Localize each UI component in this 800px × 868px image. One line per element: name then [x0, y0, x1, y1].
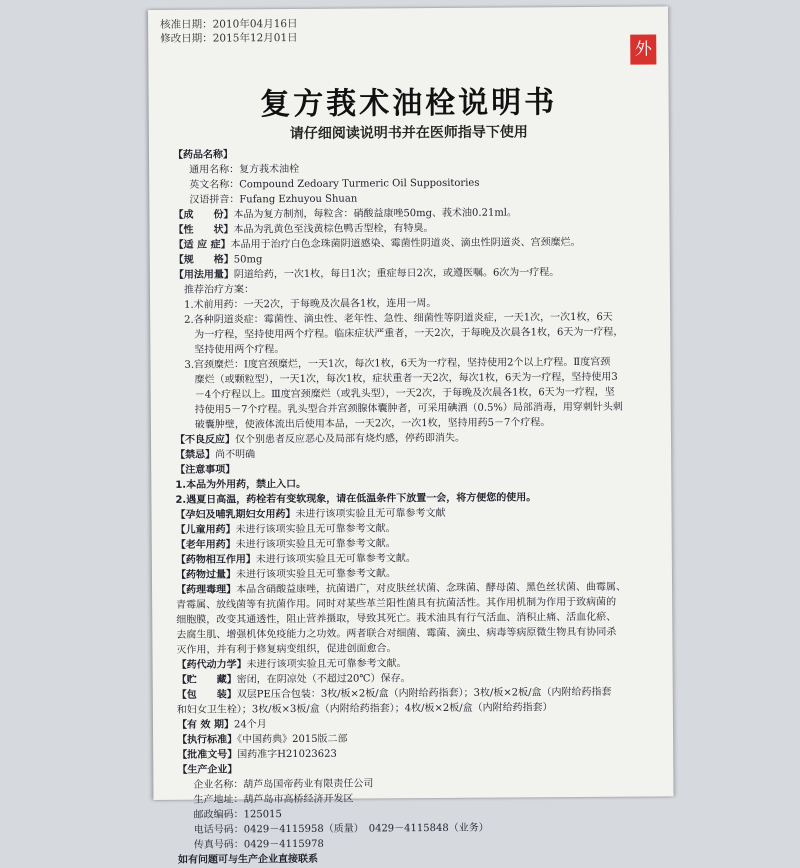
english-name: 英文名称：Compound Zedoary Turmeric Oil Suppositories: [189, 177, 480, 191]
validity-text: 24个月: [233, 719, 267, 731]
package-label: 【包 装】: [176, 689, 237, 701]
properties-label: 【性 状】: [173, 224, 234, 236]
manufacturer-heading: 【生产企业】: [177, 764, 238, 776]
indications-text: 本品用于治疗白色念珠菌阴道感染、霉菌性阴道炎、滴虫性阴道炎、宫颈糜烂。: [230, 236, 581, 251]
elderly-text: 未进行该项实验且无可靠参考文献。: [235, 538, 396, 551]
pharmacology-line: 本品含硝酸益康唑，抗菌谱广，对皮肤丝状菌、念珠菌、酵母菌、黑色丝状菌、曲霉属、: [236, 581, 627, 596]
usage-item: 糜烂（或颗粒型），一天1次，每次1枚，症状重者一天2次，每次1枚，6天为一疗程，坚持使用3: [184, 371, 618, 386]
external-use-stamp: 外: [630, 34, 656, 64]
usage-item: 坚持使用两个疗程。: [184, 344, 285, 356]
recommend-heading: 推荐治疗方案：: [183, 284, 254, 296]
usage-item: 破囊肿壁，使液体流出后使用本品，一天2次，一次1枚，坚持用药5－7个疗程。: [184, 417, 551, 431]
dates-block: [160, 17, 298, 46]
usage-label: 【用法用量】: [173, 269, 234, 281]
contra-text: 尚不明确: [215, 449, 256, 461]
composition-label: 【成 份】: [173, 209, 234, 221]
overdose-label: 【药物过量】: [175, 569, 236, 581]
drug-name-heading: 【药品名称】: [172, 149, 234, 161]
manufacturer-address: 生产地址：葫芦岛市高桥经济开发区: [193, 793, 354, 806]
pharmacokinetics-label: 【药代动力学】: [176, 659, 247, 671]
manufacturer-name: 企业名称：葫芦岛国帝药业有限责任公司: [193, 778, 374, 791]
usage-text: 阴道给药，一次1枚，每日1次；重症每日2次，或遵医嘱。6次为一疗程。: [233, 267, 560, 281]
pharmacology-label: 【药理毒理】: [176, 584, 237, 596]
precautions-heading: 【注意事项】: [175, 464, 236, 476]
package-line: 和妇女卫生栓）；3枚/板×3板/盒（内附给药指套）；4枚/板×2板/盒（内附给药指套）: [176, 702, 553, 716]
pinyin-name: 汉语拼音：Fufang Ezhuyou Shuan: [189, 193, 358, 206]
pharmacokinetics-text: 未进行该项实验且无可靠参考文献。: [246, 658, 407, 671]
standard-label: 【执行标准】: [177, 734, 238, 746]
interaction-label: 【药物相互作用】: [175, 554, 256, 566]
usage-item: 1.术前用药：一天2次，于每晚及次晨各1枚，连用一周。: [184, 297, 437, 311]
usage-item: 为一疗程，坚持使用两个疗程。临床症状严重者，一天2次，于每晚及次晨各1枚，6天为一疗程，: [184, 326, 624, 341]
contra-label: 【禁忌】: [175, 449, 216, 461]
adverse-text: 仅个别患者反应恶心及局部有烧灼感，停药即消失。: [234, 432, 466, 446]
document-title: 复方莪术油栓说明书: [260, 85, 558, 123]
standard-text: 《中国药典》2015版二部: [237, 733, 348, 746]
document-subtitle: 请仔细阅读说明书并在医师指导下使用: [289, 124, 528, 143]
pharmacology-line: 青霉属、放线菌等有抗菌作用。同时对某些革兰阳性菌具有抗菌活性。其作用机制为作用于致病菌的: [176, 596, 617, 611]
pharmacology-line: 细胞膜，改变其通透性，阻止营养摄取，导致其死亡。莪术油具有行气活血、消积止痛、活血化瘀、: [176, 611, 617, 626]
instruction-sheet: [148, 6, 674, 866]
pregnancy-text: 未进行该项实验且无可靠参考文献: [295, 507, 446, 520]
usage-item: 3.宫颈糜烂：Ⅰ度宫颈糜烂，一天1次，每次1枚，6天为一疗程，坚持使用2个以上疗程。Ⅱ度宫颈: [184, 356, 611, 371]
approval-date: 核准日期：2010年04月16日: [160, 17, 298, 31]
usage-item: 2.各种阴道炎症：霉菌性、滴虫性、老年性、急性、细菌性等阴道炎症，一天1次，一次1枚，6天: [184, 311, 613, 326]
manufacturer-fax: 传真号码：0429－4115978: [193, 838, 324, 851]
pharmacology-line: 去腐生肌、增强机体免疫能力之功效。两者联合对细菌、霉菌、滴虫、病毒等病原微生物具有协同杀: [176, 626, 617, 641]
children-label: 【儿童用药】: [175, 524, 236, 536]
indications-label: 【适 应 症】: [173, 239, 231, 251]
children-text: 未进行该项实验且无可靠参考文献。: [235, 523, 396, 536]
elderly-label: 【老年用药】: [175, 539, 236, 551]
footer-note: 如有问题可与生产企业直接联系: [177, 853, 318, 866]
generic-name: 通用名称：复方莪术油栓: [189, 163, 300, 176]
precaution-item: 2.遇夏日高温，药栓若有变软现象，请在低温条件下放置一会，将方便您的使用。: [175, 492, 537, 506]
package-line: 双层PE压合包装：3枚/板×2板/盒（内附给药指套）；3枚/板×2板/盒（内附给药指套: [236, 686, 612, 701]
document-body: [173, 144, 662, 867]
adverse-label: 【不良反应】: [174, 434, 236, 446]
pharmacology-line: 灭作用，并有利于修复病变组织，促进创面愈合。: [176, 643, 397, 656]
spec-text: 50mg: [233, 254, 263, 266]
manufacturer-postcode: 邮政编码：125015: [193, 809, 282, 821]
spec-label: 【规 格】: [173, 254, 234, 266]
pregnancy-label: 【孕妇及哺乳期妇女用药】: [175, 508, 296, 521]
overdose-text: 未进行该项实验且无可靠参考文献。: [235, 568, 396, 581]
approval-label: 【批准文号】: [177, 749, 238, 761]
storage-text: 密闭，在阴凉处（不超过20℃）保存。: [236, 673, 411, 686]
manufacturer-phone: 电话号码：0429－4115958（质量） 0429－4115848（业务）: [193, 822, 489, 836]
properties-text: 本品为乳黄色至浅黄棕色鸭舌型栓，有特臭。: [233, 223, 434, 236]
usage-item: 持使用5－7个疗程。乳头型合并宫颈腺体囊肿者，可采用碘酒（0.5%）局部消毒，用穿刺针头刺: [184, 401, 623, 416]
revision-date: 修改日期：2015年12月01日: [160, 31, 298, 45]
storage-label: 【贮 藏】: [176, 674, 237, 686]
precaution-item: 1.本品为外用药，禁止入口。: [175, 478, 307, 491]
validity-label: 【有 效 期】: [176, 719, 235, 731]
interaction-text: 未进行该项实验且无可靠参考文献。: [255, 553, 416, 566]
approval-text: 国药准字H21023623: [237, 748, 337, 761]
usage-item: －4个疗程以上。Ⅲ度宫颈糜烂（或乳头型），一天2次，于每晚及次晨各1枚，6天为一疗程，坚: [184, 386, 615, 401]
composition-text: 本品为复方制剂，每粒含：硝酸益康唑50mg、莪术油0.21ml。: [233, 207, 518, 221]
